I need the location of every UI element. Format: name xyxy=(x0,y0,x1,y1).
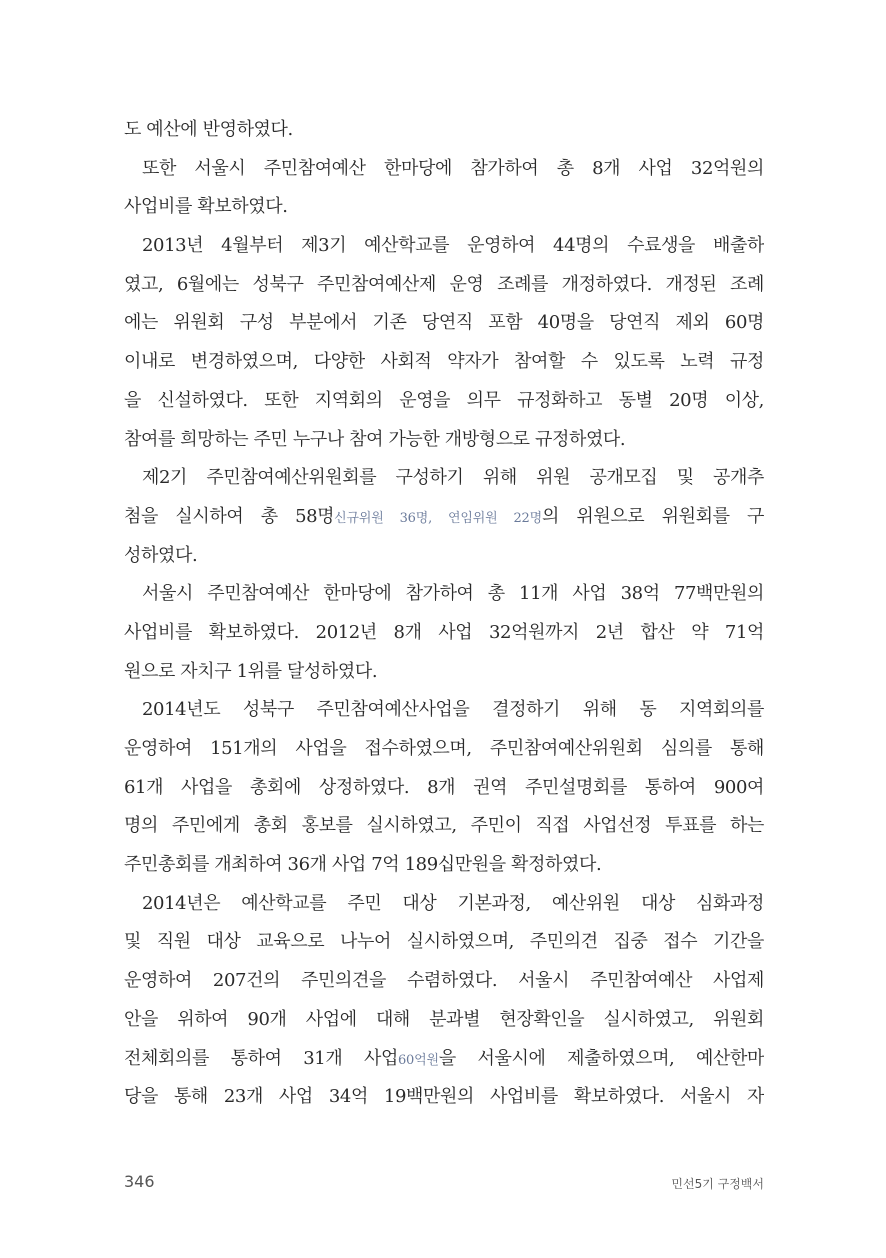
book-title: 민선5기 구정백서 xyxy=(671,1177,764,1191)
text-line: 였고, 6월에는 성북구 주민참여예산제 운영 조례를 개정하였다. 개정된 조례 xyxy=(124,273,764,295)
text-line: 도 예산에 반영하였다. xyxy=(124,119,293,140)
text-line: 서울시 주민참여예산 한마당에 참가하여 총 11개 사업 38억 77백만원의 xyxy=(142,583,764,605)
text-line: 2013년 4월부터 제3기 예산학교를 운영하여 44명의 수료생을 배출하 xyxy=(142,235,764,257)
text-line: 제2기 주민참여예산위원회를 구성하기 위해 위원 공개모집 및 공개추 xyxy=(142,467,764,489)
text-line: 을 신설하였다. 또한 지역회의 운영을 의무 규정화하고 동별 20명 이상, xyxy=(124,389,764,411)
body-text xyxy=(124,111,764,1117)
text-line: 첨을 실시하여 총 58명신규위원 36명, 연임위원 22명의 위원으로 위원회를 구 xyxy=(124,505,764,527)
text-line: 명의 주민에게 총회 홍보를 실시하였고, 주민이 직접 사업선정 투표를 하는 xyxy=(124,815,764,837)
text-line: 및 직원 대상 교육으로 나누어 실시하였으며, 주민의견 집중 접수 기간을 xyxy=(124,931,764,953)
inline-note: 신규위원 36명, 연임위원 22명 xyxy=(334,510,542,526)
text-line: 사업비를 확보하였다. xyxy=(124,196,288,218)
text-line: 주민총회를 개최하여 36개 사업 7억 189십만원을 확정하였다. xyxy=(124,854,602,876)
text-line: 61개 사업을 총회에 상정하였다. 8개 권역 주민설명회를 통하여 900여 xyxy=(124,776,764,798)
page-number: 346 xyxy=(124,1172,155,1191)
text-line: 원으로 자치구 1위를 달성하였다. xyxy=(124,660,378,682)
text-line: 또한 서울시 주민참여예산 한마당에 참가하여 총 8개 사업 32억원의 xyxy=(142,157,764,179)
inline-note: 60억원 xyxy=(397,1052,439,1068)
text-line: 이내로 변경하였으며, 다양한 사회적 약자가 참여할 수 있도록 노력 규정 xyxy=(124,351,764,373)
text-line: 참여를 희망하는 주민 누구나 참여 가능한 개방형으로 규정하였다. xyxy=(124,428,626,450)
text-line: 안을 위하여 90개 사업에 대해 분과별 현장확인을 실시하였고, 위원회 xyxy=(124,1008,764,1030)
text-line: 성하였다. xyxy=(124,544,198,566)
text-line: 에는 위원회 구성 부분에서 기존 당연직 포함 40명을 당연직 제외 60명 xyxy=(124,312,764,334)
text-line: 운영하여 207건의 주민의견을 수렴하였다. 서울시 주민참여예산 사업제 xyxy=(124,970,764,992)
text-line: 2014년도 성북구 주민참여예산사업을 결정하기 위해 동 지역회의를 xyxy=(142,699,764,721)
text-line: 운영하여 151개의 사업을 접수하였으며, 주민참여예산위원회 심의를 통해 xyxy=(124,738,764,759)
text-line: 사업비를 확보하였다. 2012년 8개 사업 32억원까지 2년 합산 약 71억 xyxy=(124,621,764,643)
text-line: 2014년은 예산학교를 주민 대상 기본과정, 예산위원 대상 심화과정 xyxy=(142,892,764,914)
text-line: 당을 통해 23개 사업 34억 19백만원의 사업비를 확보하였다. 서울시 자 xyxy=(124,1086,764,1108)
text-line: 전체회의를 통하여 31개 사업60억원을 서울시에 제출하였으며, 예산한마 xyxy=(124,1047,764,1069)
